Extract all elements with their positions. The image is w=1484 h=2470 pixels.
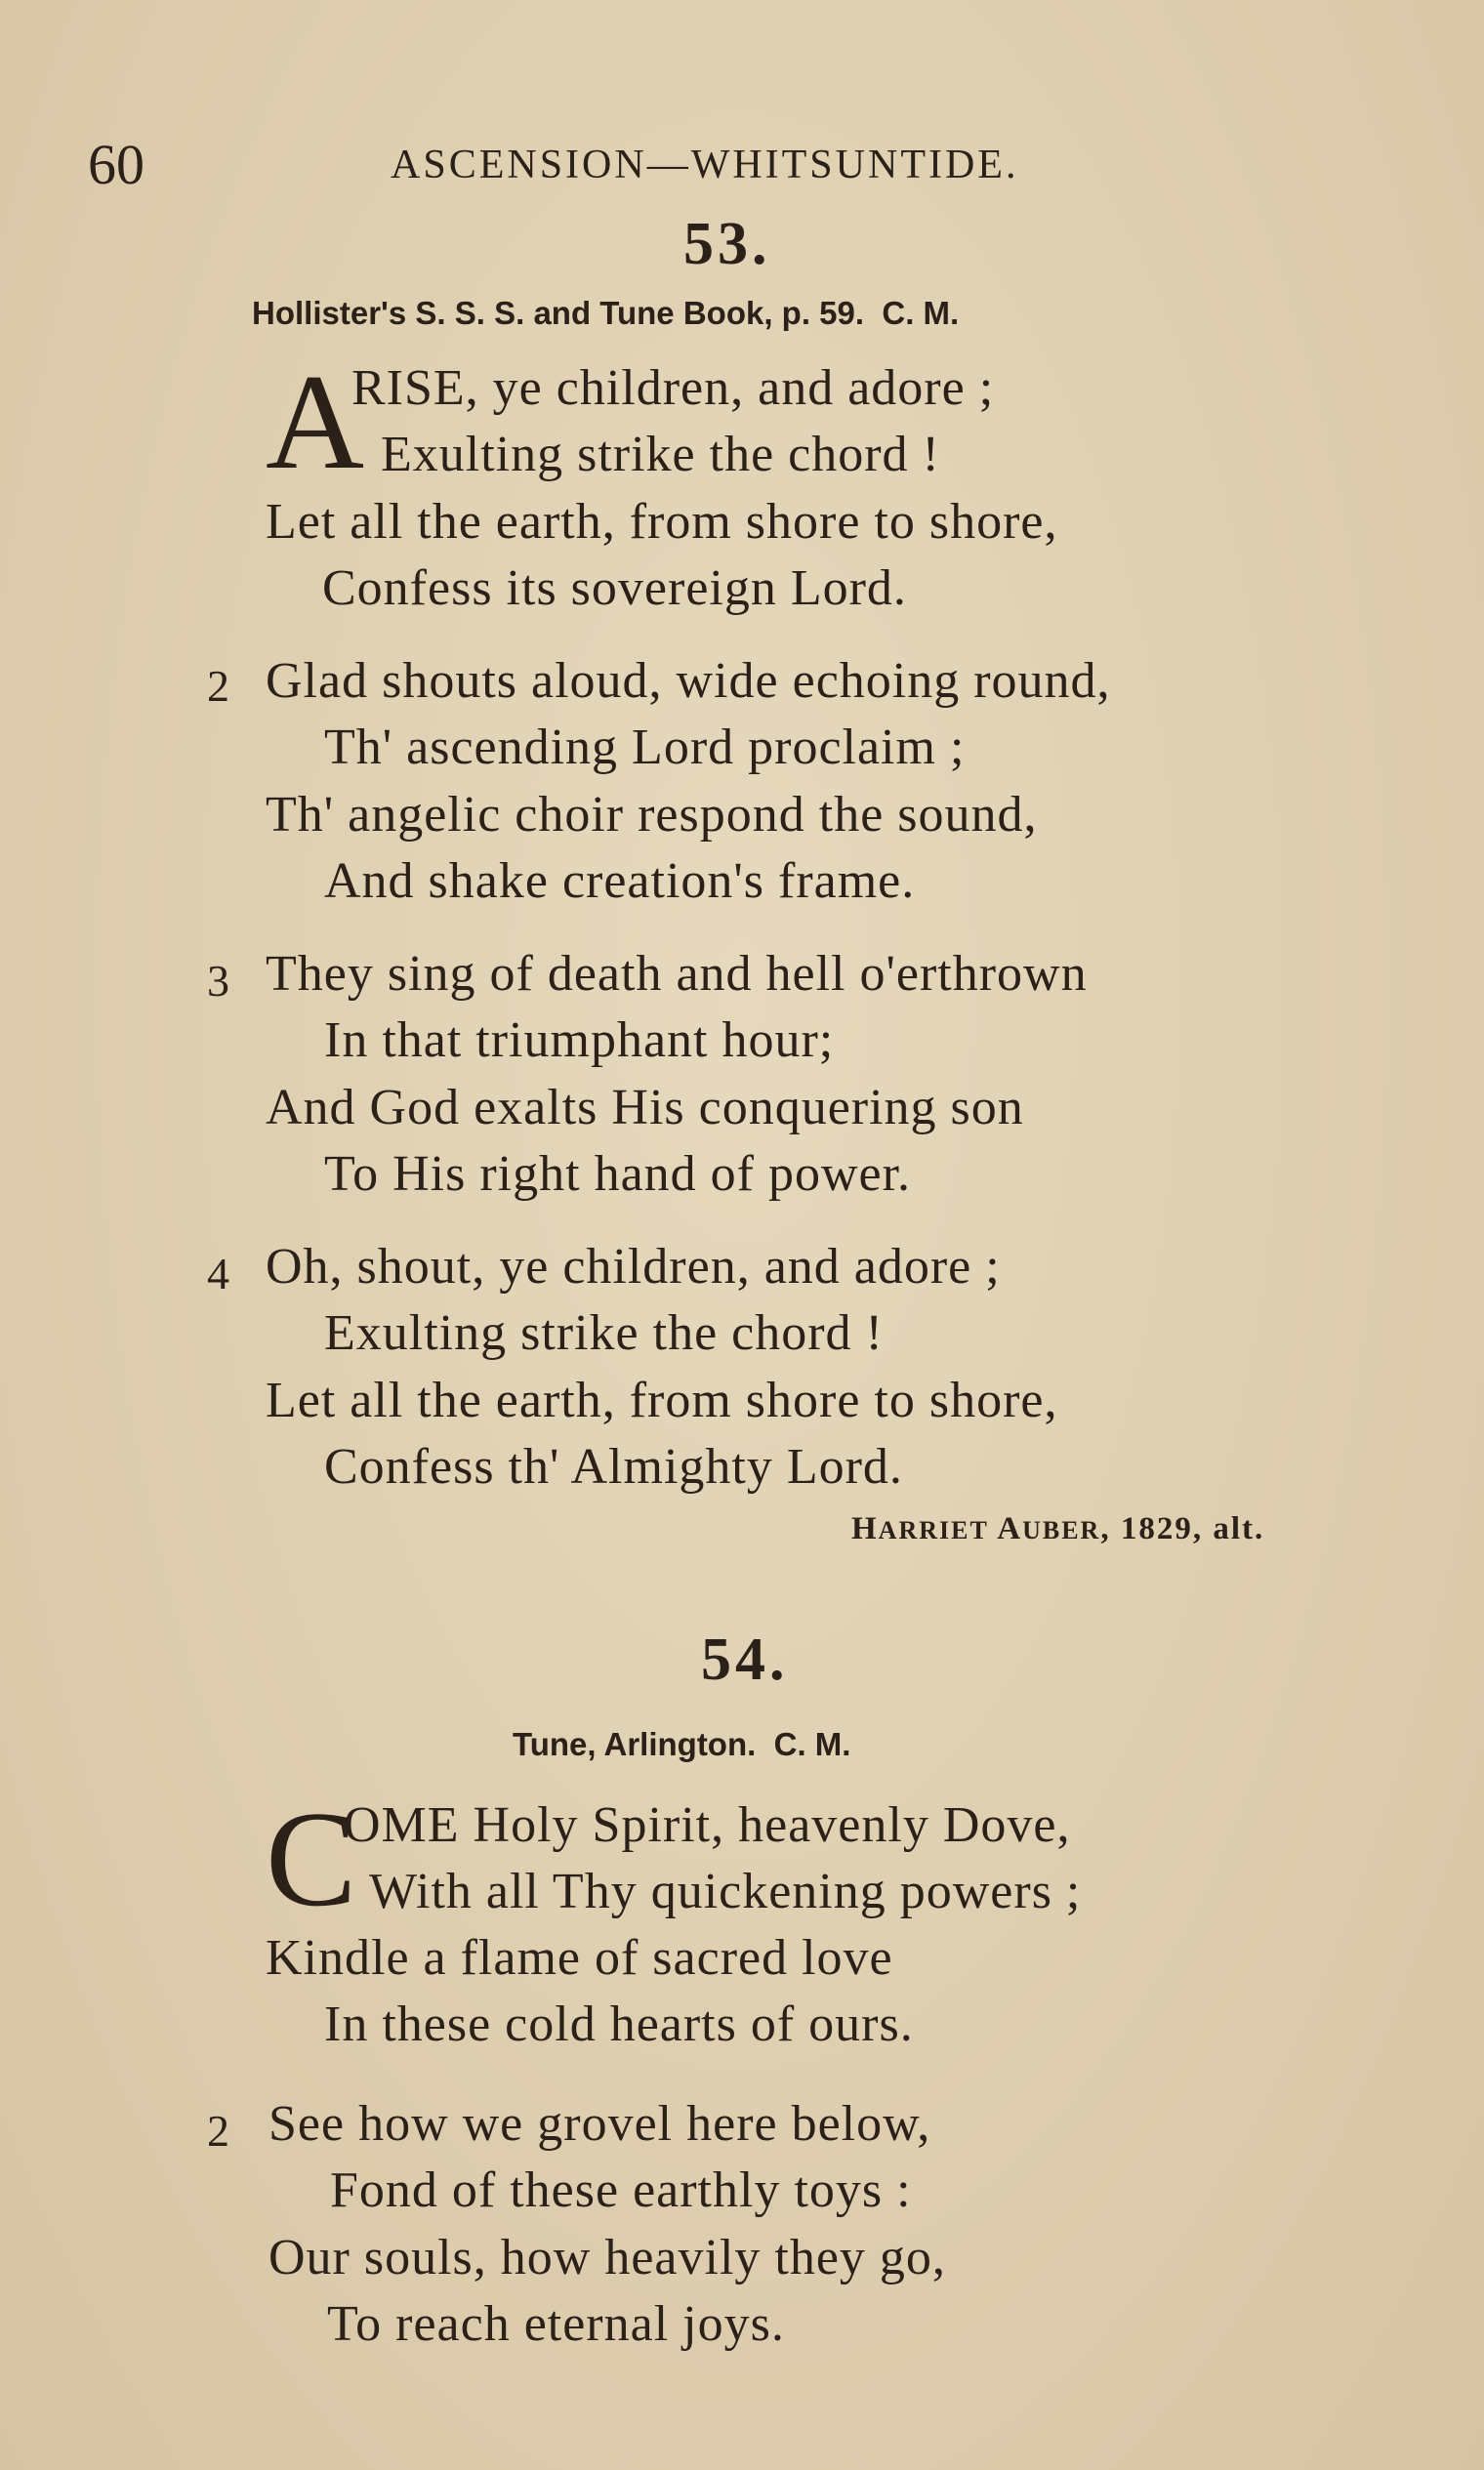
verse-line: See how we grovel here below,: [268, 2096, 931, 2152]
verse-line: And shake creation's frame.: [324, 853, 916, 909]
verse-line: Our souls, how heavily they go,: [268, 2230, 946, 2285]
verse-line: Oh, shout, ye children, and adore ;: [266, 1239, 1001, 1295]
author-initial: H: [851, 1511, 879, 1546]
verse-line: They sing of death and hell o'erthrown: [266, 946, 1088, 1002]
verse-line: To reach eternal joys.: [327, 2296, 785, 2352]
verse-line: In that triumphant hour;: [324, 1012, 835, 1068]
verse-line: Fond of these earthly toys :: [330, 2162, 912, 2218]
hymn-54-dropcap: C: [266, 1784, 357, 1935]
verse-line: Glad shouts aloud, wide echoing round,: [266, 653, 1111, 709]
verse-line: Confess th' Almighty Lord.: [324, 1439, 903, 1495]
verse-line: Kindle a flame of sacred love: [266, 1930, 893, 1986]
verse-line: Let all the earth, from shore to shore,: [266, 1373, 1058, 1428]
verse-line: OME Holy Spirit, heavenly Dove,: [344, 1797, 1071, 1853]
verse-line: Th' angelic choir respond the sound,: [266, 787, 1038, 843]
verse-line: To His right hand of power.: [324, 1146, 912, 1202]
page-number: 60: [88, 133, 144, 196]
hymn-54-meter: C. M.: [773, 1726, 851, 1762]
verse-line: Confess its sovereign Lord.: [322, 560, 907, 616]
verse-line: And God exalts His conquering son: [266, 1080, 1024, 1135]
verse-line: Th' ascending Lord proclaim ;: [324, 720, 966, 775]
verse-number: 3: [207, 956, 229, 1006]
verse-number: 2: [207, 2106, 229, 2156]
hymn-53-dropcap: A: [266, 347, 365, 498]
verse-line: RISE, ye children, and adore ;: [351, 360, 995, 416]
author-date: , 1829, alt.: [1100, 1511, 1265, 1546]
author-first-name: ARRIET: [878, 1516, 989, 1544]
author-last-name: UBER: [1022, 1516, 1101, 1544]
verse-line: With all Thy quickening powers ;: [369, 1864, 1082, 1919]
hymn-54-source-text: Tune, Arlington.: [513, 1726, 757, 1762]
verse-line: Exulting strike the chord !: [324, 1305, 884, 1361]
verse-number: 2: [207, 661, 229, 711]
hymn-54-source: [513, 1726, 850, 1763]
verse-number: 4: [207, 1249, 229, 1298]
author-initial: A: [997, 1511, 1023, 1546]
hymn-53-source: [252, 295, 959, 332]
hymn-54-number: 54.: [701, 1626, 789, 1693]
verse-line: In these cold hearts of ours.: [324, 1997, 914, 2052]
hymn-53-author: [851, 1511, 1264, 1547]
running-title: ASCENSION—WHITSUNTIDE.: [391, 143, 1019, 187]
hymn-53-number: 53.: [683, 211, 771, 277]
verse-line: Exulting strike the chord !: [381, 427, 940, 482]
hymn-53-meter: C. M.: [882, 295, 960, 331]
hymn-53-source-text: Hollister's S. S. S. and Tune Book, p. 59.: [252, 295, 865, 331]
verse-line: Let all the earth, from shore to shore,: [266, 494, 1058, 550]
